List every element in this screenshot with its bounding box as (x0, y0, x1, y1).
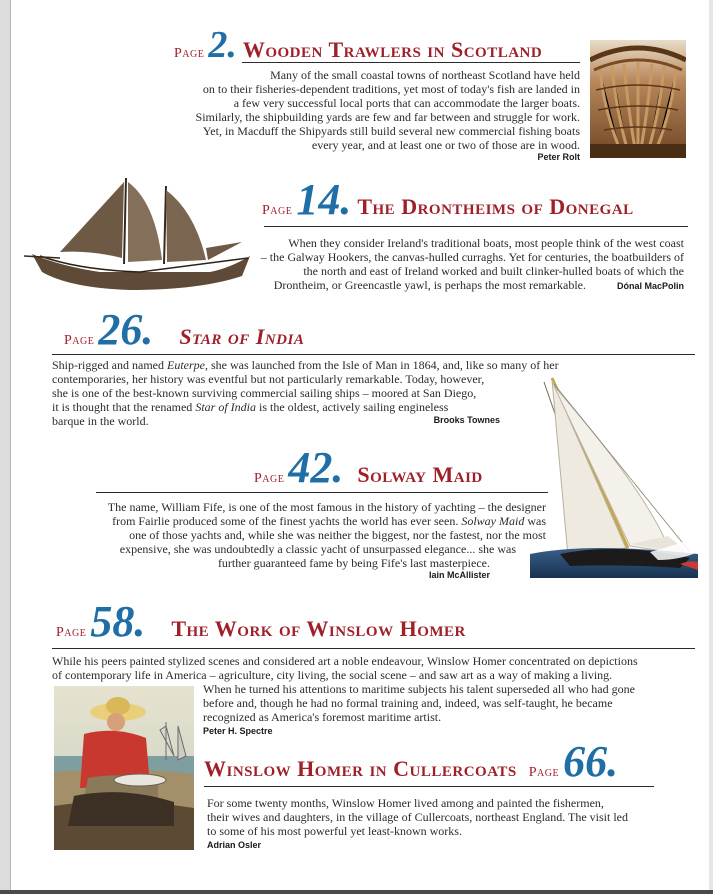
article-heading (56, 597, 466, 646)
body-line: Drontheim, or Greencastle yawl, is perhaps the most remarkable. (273, 278, 586, 292)
title-rule (264, 226, 688, 227)
article-author: Adrian Osler (207, 840, 262, 850)
drontheim-boat-illustration (20, 172, 260, 300)
article-author: Peter H. Spectre (203, 726, 273, 736)
yacht-name: Solway Maid (461, 514, 525, 528)
body-line: When he turned his attentions to maritime subjects his talent superseded all who had gone (203, 682, 635, 696)
body-line: to some of his most powerful yet least-known works. (207, 824, 462, 838)
title-rule (204, 786, 654, 787)
body-line: on to their fisheries-dependent traditions, yet most of today's fish are landed in (202, 82, 580, 96)
body-line: their wives and daughters, in the village of Cullercoats, northeast England. The visit led (207, 810, 629, 824)
page-frame-edge (10, 0, 11, 894)
page-frame-bottom (0, 890, 713, 894)
article-author: Dónal MacPolin (616, 281, 684, 291)
body-line: recognized as America's foremost maritime artist. (203, 710, 442, 724)
article-heading (204, 737, 619, 786)
page-number[interactable]: 42. (288, 443, 344, 492)
ship-name: Star of India (195, 400, 256, 414)
page-label: Page (262, 203, 293, 218)
article-body (52, 654, 702, 682)
article-title[interactable]: The Drontheims of Donegal (357, 194, 634, 219)
wooden-trawler-hull-photo (590, 40, 686, 158)
hull-frames-image (590, 40, 686, 158)
page-frame-right (709, 0, 713, 894)
article-author: Brooks Townes (433, 415, 500, 425)
body-line: For some twenty months, Winslow Homer lived among and painted the fishermen, (207, 796, 604, 810)
body-line: a few very successful local ports that can accommodate the larger boats. (233, 96, 580, 110)
body-line: before and, though he had no formal training and, indeed, was self-taught, he became (203, 696, 613, 710)
body-line: one of those yachts and, while she was neither the biggest, nor the fastest, nor the most (129, 528, 546, 542)
yacht-image (530, 376, 698, 578)
winslow-homer-painting (54, 686, 194, 850)
article-heading (174, 26, 542, 64)
article-heading (64, 305, 305, 354)
page-number[interactable]: 26. (98, 305, 154, 354)
article-body (170, 68, 580, 152)
page-number: 2. (208, 24, 237, 66)
article-heading (254, 443, 483, 492)
body-line: expensive, she was undoubtedly a classic yacht of unsurpassed elegance... she was (119, 542, 516, 556)
article-body: The name, William Fife, is one of the most famous in the history of yachting – the designer from Fairlie produced some of the finest yachts the world has ever seen. Solway Maid was one of those yachts and, while she was neither the biggest, nor the fastest, nor the most expensive, she was undoubtedly a classic yacht of unsurpassed elegance... she was further guaranteed fame by being Fife's last masterpiece. (82, 500, 546, 570)
body-line: The name, William Fife, is one of the most famous in the history of yachting – the designer (107, 500, 546, 514)
ship-name: Euterpe (166, 358, 205, 372)
sailing-boat-image (20, 172, 260, 300)
article-title[interactable]: The Work of Winslow Homer (171, 616, 466, 641)
body-line: When they consider Ireland's traditional boats, most people think of the west coast (288, 236, 684, 250)
body-line: of contemporary life in America – agriculture, city living, the social scene – and saw art as a way of making a living. (52, 668, 613, 682)
body-line: the north and east of Ireland worked and built clinker-hulled boats of which the (303, 264, 684, 278)
page-number[interactable]: 58. (90, 597, 146, 646)
page-number[interactable]: 66. (563, 737, 619, 786)
page-frame-left (0, 0, 10, 894)
article-body (207, 796, 687, 838)
body-line: Similarly, the shipbuilding yards are few and far between and struggle for work. (195, 110, 580, 124)
title-rule (242, 62, 580, 63)
body-line: every year, and at least one or two of those are in wood. (311, 138, 580, 152)
article-title[interactable]: Star of India (179, 324, 305, 349)
article-title[interactable]: Solway Maid (357, 462, 483, 487)
article-body: Ship-rigged and named Euterpe, she was launched from the Isle of Man in 1864, and, like so many of her contemporaries, her history was eventful but not particularly remarkable. Today, however, she is one of the best-known surviving commercial sailing ships – moored at San Diego, it is thought that the renamed Star of India is the oldest, actively sailing engineless barque in the world. (52, 358, 612, 428)
article-title: Wooden Trawlers in Scotland (242, 37, 543, 62)
page-label: Page (528, 765, 560, 780)
title-rule (52, 648, 695, 649)
title-rule (52, 354, 695, 355)
article-author: Iain McAllister (428, 570, 490, 580)
page-label: Page (64, 333, 95, 348)
page-label: Page (254, 471, 285, 486)
painting-image (54, 686, 194, 850)
page-label: Page (56, 625, 87, 640)
body-line: – the Galway Hookers, the canvas-hulled curraghs. Yet for centuries, the boatbuilders of (260, 250, 684, 264)
body-line: contemporaries, her history was eventful but not particularly remarkable. Today, however, (52, 372, 485, 386)
article-heading (262, 175, 634, 224)
body-line: further guaranteed fame by being Fife's last masterpiece. (217, 556, 490, 570)
article-author: Peter Rolt (537, 152, 580, 162)
body-line: Yet, in Macduff the Shipyards still build several new commercial fishing boats (202, 124, 580, 138)
solway-maid-yacht-photo (530, 376, 698, 578)
body-line: Many of the small coastal towns of northeast Scotland have held (270, 68, 580, 82)
body-line: she is one of the best-known surviving commercial sailing ships – moored at San Diego, (52, 386, 477, 400)
body-line: barque in the world. (52, 414, 149, 428)
article-body-continued (203, 682, 683, 724)
title-rule (96, 492, 548, 493)
article-title[interactable]: Winslow Homer in Cullercoats (204, 756, 517, 781)
body-line: While his peers painted stylized scenes and considered art a noble endeavour, Winslow Homer concentrated on depictions (52, 654, 638, 668)
page-label: Page (174, 46, 205, 61)
page-number[interactable]: 14. (296, 175, 352, 224)
